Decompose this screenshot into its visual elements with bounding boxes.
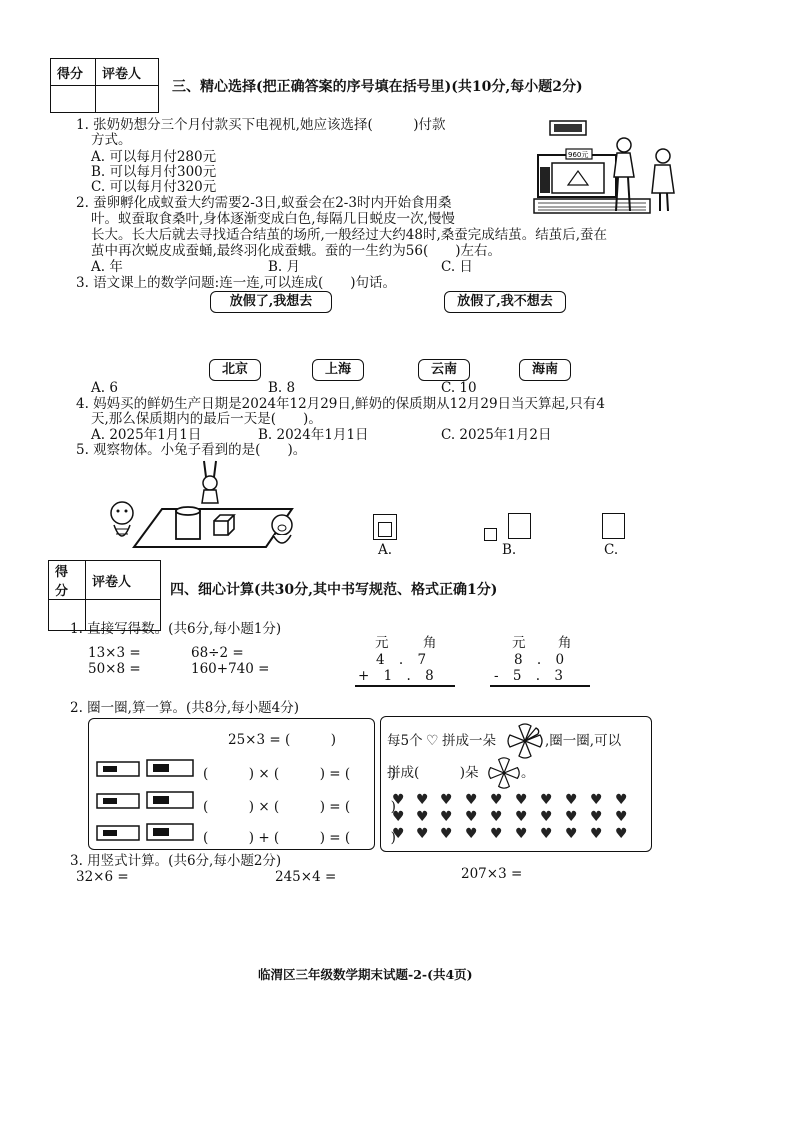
heart-icon[interactable]: ♥ (515, 792, 528, 808)
q4-line1: 4. 妈妈买的鲜奶生产日期是2024年12月29日,鲜奶的保质期从12月29日当天算起,只有4 (76, 396, 605, 412)
heart-icon[interactable]: ♥ (465, 792, 478, 808)
calc2-row1[interactable]: ( ) × ( ) = ( ) (203, 766, 396, 782)
heart-icon[interactable]: ♥ (416, 826, 429, 842)
q3-place-hainan[interactable]: 海南 (519, 359, 571, 381)
calc2-title: 2. 圈一圈,算一算。(共8分,每小题4分) (70, 700, 299, 716)
heart-icon[interactable]: ♥ (490, 792, 503, 808)
heart-icon[interactable]: ♥ (465, 826, 478, 842)
tv-shop-illustration (530, 115, 690, 220)
q5-option-b-large-square (508, 513, 531, 539)
calc3-item-1[interactable]: 32×6 = (76, 869, 129, 885)
q5-option-a[interactable]: A. (378, 542, 393, 558)
q3-option-c[interactable]: C. 10 (441, 380, 477, 396)
q2-line2: 叶。蚁蚕取食桑叶,身体逐渐变成白色,每隔几日蜕皮一次,慢慢 (91, 211, 455, 227)
sub-top-number: 8 . 0 (514, 652, 565, 668)
heart-icon[interactable]: ♥ (540, 792, 553, 808)
heart-icon[interactable]: ♥ (490, 809, 503, 825)
jiao-header-1: 角 (423, 635, 437, 651)
calc1-item-3[interactable]: 50×8 = (88, 661, 141, 677)
q3-sentence-box-2[interactable]: 放假了,我不想去 (444, 291, 566, 313)
q3-place-yunnan[interactable]: 云南 (418, 359, 470, 381)
money-bills-illustration (93, 756, 203, 841)
heart-icon[interactable]: ♥ (392, 826, 405, 842)
yuan-header-1: 元 (375, 635, 389, 651)
q4-line2: 天,那么保质期内的最后一天是( )。 (91, 411, 322, 427)
q1-option-b[interactable]: B. 可以每月付300元 (91, 164, 217, 180)
q5-option-a-inner-square (378, 522, 392, 537)
q5-stem: 5. 观察物体。小兔子看到的是( )。 (76, 442, 307, 458)
q3-sentence-box-1[interactable]: 放假了,我想去 (210, 291, 332, 313)
q2-line3: 长大。长大后就去寻找适合结茧的场所,一般经过大约48时,桑蚕完成结茧。结茧后,蚕在 (91, 227, 608, 243)
section3-heading: 三、精心选择(把正确答案的序号填在括号里)(共10分,每小题2分) (172, 79, 583, 95)
calc1-title: 1. 直接写得数。(共6分,每小题1分) (70, 621, 282, 637)
calc2-right-line1b: 拼成一朵 (442, 733, 496, 749)
q3-place-shanghai[interactable]: 上海 (312, 359, 364, 381)
page-footer: 临渭区三年级数学期末试题-2-(共4页) (258, 967, 473, 982)
heart-icon[interactable]: ♥ (615, 826, 628, 842)
score-cell[interactable] (51, 86, 96, 113)
q2-option-b[interactable]: B. 月 (268, 259, 301, 275)
q3-stem: 3. 语文课上的数学问题:连一连,可以连成( )句话。 (76, 275, 397, 291)
heart-icon[interactable]: ♥ (565, 826, 578, 842)
q1-stem-2: 方式。 (91, 132, 132, 148)
calc1-item-1[interactable]: 13×3 = (88, 645, 141, 661)
q2-option-a[interactable]: A. 年 (91, 259, 123, 275)
heart-icon[interactable]: ♥ (490, 826, 503, 842)
observation-scene (100, 455, 320, 555)
heart-icon[interactable]: ♥ (615, 792, 628, 808)
heart-icon[interactable]: ♥ (515, 826, 528, 842)
score-label: 得分 (51, 59, 96, 86)
tv-price-tag: 960元 (568, 151, 589, 159)
heart-icon[interactable]: ♥ (540, 809, 553, 825)
q1-option-c[interactable]: C. 可以每月付320元 (91, 179, 217, 195)
calc3-title: 3. 用竖式计算。(共6分,每小题2分) (70, 853, 282, 869)
q4-option-a[interactable]: A. 2025年1月1日 (91, 427, 202, 443)
q1-stem: 1. 张奶奶想分三个月付款买下电视机,她应该选择( )付款 (76, 117, 446, 133)
calc2-right-line1a: 每5个 (387, 733, 423, 749)
heart-icon[interactable]: ♥ (615, 809, 628, 825)
calc3-item-2[interactable]: 245×4 = (275, 869, 337, 885)
grader-label: 评卷人 (96, 59, 159, 86)
q5-option-b[interactable]: B. (502, 542, 517, 558)
heart-icon[interactable]: ♥ (392, 809, 405, 825)
calc2-left-equation[interactable]: 25×3 = ( ) (228, 732, 337, 748)
q4-option-c[interactable]: C. 2025年1月2日 (441, 427, 552, 443)
q3-option-a[interactable]: A. 6 (91, 380, 118, 396)
calc2-right-line2-end: 。 (521, 765, 535, 781)
sub-bottom-number: - 5 . 3 (494, 668, 563, 684)
calc1-item-2[interactable]: 68÷2 = (191, 645, 244, 661)
q2-line1: 2. 蚕卵孵化成蚁蚕大约需要2-3日,蚁蚕会在2-3时内开始食用桑 (76, 195, 452, 211)
heart-icon[interactable]: ♥ (465, 809, 478, 825)
score-table-section3 (50, 58, 159, 113)
heart-icon[interactable]: ♥ (440, 792, 453, 808)
calc2-row3[interactable]: ( ) + ( ) = ( ) (203, 830, 396, 846)
calc3-item-3[interactable]: 207×3 = (461, 866, 523, 882)
q5-option-c-square (602, 513, 625, 539)
add-top-number: 4 . 7 (376, 652, 427, 668)
heart-icon[interactable]: ♥ (440, 809, 453, 825)
heart-icon[interactable]: ♥ (590, 826, 603, 842)
heart-icon[interactable]: ♥ (416, 809, 429, 825)
calc1-item-4[interactable]: 160+740 = (191, 661, 270, 677)
heart-icon[interactable]: ♥ (540, 826, 553, 842)
grader-label: 评卷人 (86, 561, 161, 600)
calc2-right-line1c: ,圈一圈,可以 (545, 733, 622, 749)
q1-option-a[interactable]: A. 可以每月付280元 (91, 149, 217, 165)
heart-icon[interactable]: ♥ (515, 809, 528, 825)
flower-icon (506, 722, 544, 760)
q5-option-b-small-square (484, 528, 497, 541)
section4-heading: 四、细心计算(共30分,其中书写规范、格式正确1分) (170, 582, 498, 598)
flower-icon (487, 756, 521, 790)
heart-icon: ♡ (426, 733, 439, 749)
add-bottom-number: + 1 . 8 (358, 668, 434, 684)
add-answer-line (355, 685, 455, 687)
heart-icon[interactable]: ♥ (590, 809, 603, 825)
heart-icon[interactable]: ♥ (392, 792, 405, 808)
heart-icon[interactable]: ♥ (565, 809, 578, 825)
q2-option-c[interactable]: C. 日 (441, 259, 473, 275)
q3-option-b[interactable]: B. 8 (268, 380, 296, 396)
yuan-header-2: 元 (512, 635, 526, 651)
score-label: 得分 (49, 561, 86, 600)
q3-place-beijing[interactable]: 北京 (209, 359, 261, 381)
calc2-row2[interactable]: ( ) × ( ) = ( ) (203, 799, 396, 815)
grader-cell[interactable] (96, 86, 159, 113)
sub-answer-line (490, 685, 590, 687)
jiao-header-2: 角 (558, 635, 572, 651)
heart-icon[interactable]: ♥ (416, 792, 429, 808)
heart-icon[interactable]: ♥ (565, 792, 578, 808)
q5-option-c[interactable]: C. (604, 542, 619, 558)
heart-icon[interactable]: ♥ (440, 826, 453, 842)
heart-icon[interactable]: ♥ (590, 792, 603, 808)
q4-option-b[interactable]: B. 2024年1月1日 (258, 427, 369, 443)
calc2-right-line2[interactable]: 拼成( )朵 (387, 765, 479, 781)
q2-line4: 茧中再次蜕皮成蚕蛹,最终羽化成蚕蛾。蚕的一生约为56( )左右。 (91, 243, 502, 259)
